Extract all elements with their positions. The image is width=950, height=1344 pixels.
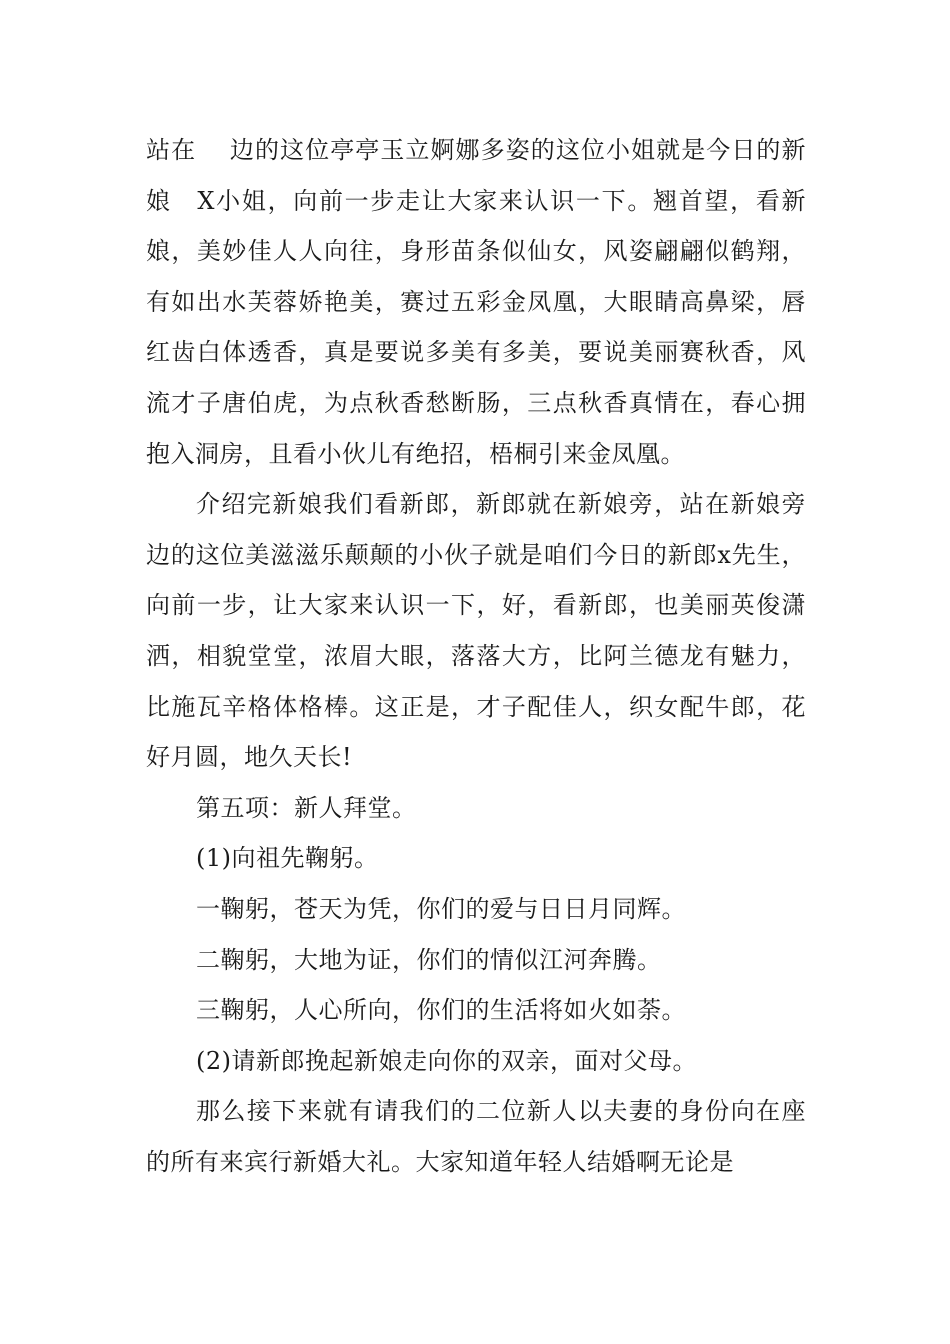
paragraph-face-parents: (2)请新郎挽起新娘走向你的双亲，面对父母。 [196,1046,697,1075]
document-body [146,125,806,1187]
paragraph-groom-intro: 介绍完新娘我们看新郎，新郎就在新娘旁，站在新娘旁边的这位美滋滋乐颠颠的小伙子就是咱们今日的新郎x先生，向前一步，让大家来认识一下，好，看新郎，也美丽英俊潇洒，相貌堂堂，浓眉大眼，落落大方，比阿兰德龙有魅力，比施瓦辛格体格棒。这正是，才子配佳人，织女配牛郎，花好月圆，地久天长! [146,490,806,772]
paragraph-first-bow: 一鞠躬，苍天为凭，你们的爱与日日月同辉。 [196,894,686,923]
paragraph-bride-intro: 站在 边的这位亭亭玉立婀娜多姿的这位小姐就是今日的新娘 X小姐，向前一步走让大家来认识一下。翘首望，看新娘，美妙佳人人向往，身形苗条似仙女，风姿翩翩似鹤翔，有如出水芙蓉娇艳美，赛过五彩金凤凰，大眼睛高鼻梁，唇红齿白体透香，真是要说多美有多美，要说美丽赛秋香，风流才子唐伯虎，为点秋香愁断肠，三点秋香真情在，春心拥抱入洞房，且看小伙儿有绝招，梧桐引来金凤凰。 [146,136,806,468]
paragraph-second-bow: 二鞠躬，大地为证，你们的情似江河奔腾。 [196,945,662,974]
paragraph-wedding-ceremony: 那么接下来就有请我们的二位新人以夫妻的身份向在座的所有来宾行新婚大礼。大家知道年轻人结婚啊无论是 [146,1097,806,1176]
paragraph-section-five: 第五项：新人拜堂。 [196,793,417,822]
paragraph-third-bow: 三鞠躬，人心所向，你们的生活将如火如荼。 [196,996,686,1025]
paragraph-bow-ancestors: (1)向祖先鞠躬。 [196,844,379,873]
